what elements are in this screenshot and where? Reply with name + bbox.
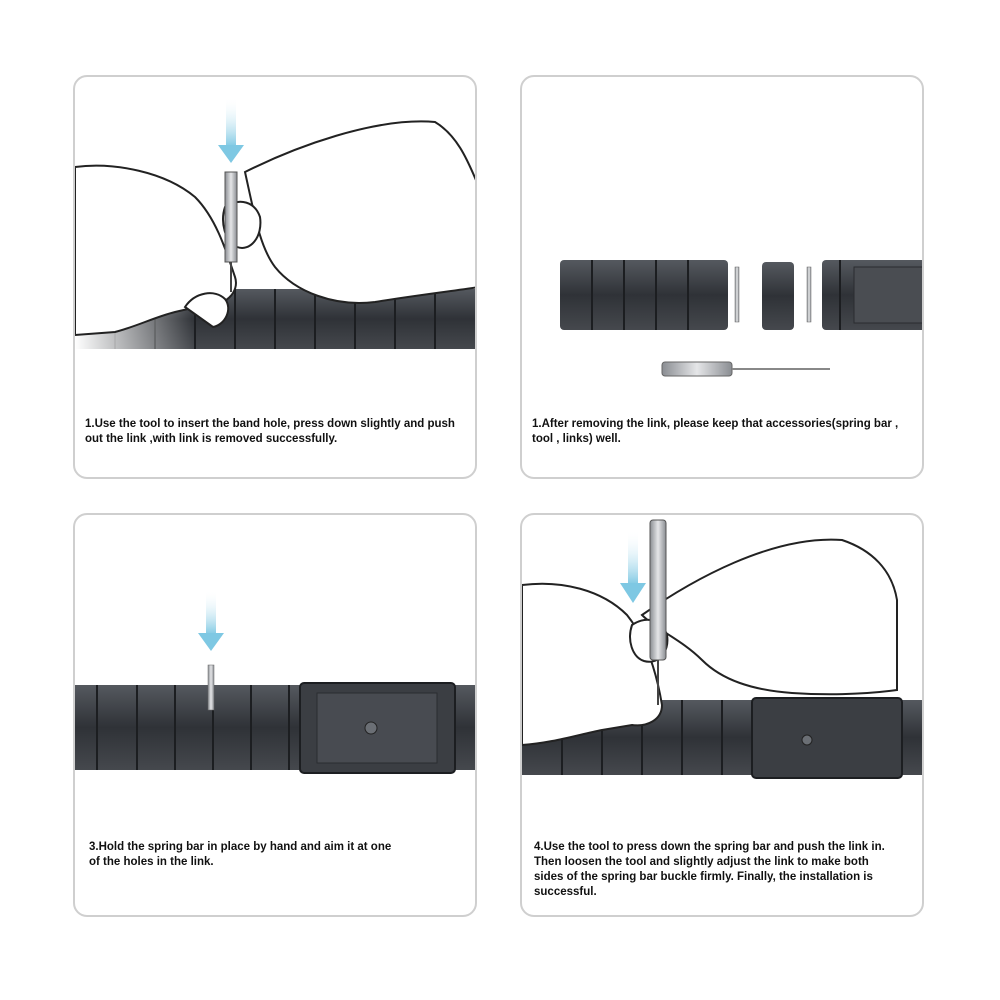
step-1-illustration [75, 77, 477, 377]
step-panel-1 [73, 75, 477, 479]
buckle-icon [300, 683, 455, 773]
step-2-illustration [522, 77, 924, 377]
step-caption: 1.After removing the link, please keep that accessories(spring bar , tool , links) well. [532, 418, 899, 445]
down-arrow-icon [218, 97, 244, 163]
step-panel-4 [520, 513, 924, 917]
step-panel-3 [73, 513, 477, 917]
step-3-illustration [75, 515, 477, 815]
spring-bar-icon [735, 267, 739, 322]
step-caption: 1.Use the tool to insert the band hole, press down slightly and push out the link ,with link is removed successfully. [85, 418, 455, 445]
buckle-icon [822, 260, 924, 330]
watch-band-icon [560, 260, 728, 330]
spring-bar-icon [208, 665, 214, 710]
down-arrow-icon [198, 590, 224, 651]
buckle-icon [752, 698, 902, 778]
spring-bar-tool-icon [662, 362, 830, 376]
step-panel-2 [520, 75, 924, 479]
step-caption: 4.Use the tool to press down the spring bar and push the link in. Then loosen the tool and slightly adjust the link to make both sides of the spring bar buckle firmly. Finally, the installation is successful. [534, 841, 885, 898]
step-caption: 3.Hold the spring bar in place by hand and aim it at one of the holes in the link. [89, 841, 392, 868]
spring-bar-icon [807, 267, 811, 322]
down-arrow-icon [620, 530, 646, 603]
step-4-illustration [522, 515, 924, 815]
watch-link-icon [762, 262, 794, 330]
